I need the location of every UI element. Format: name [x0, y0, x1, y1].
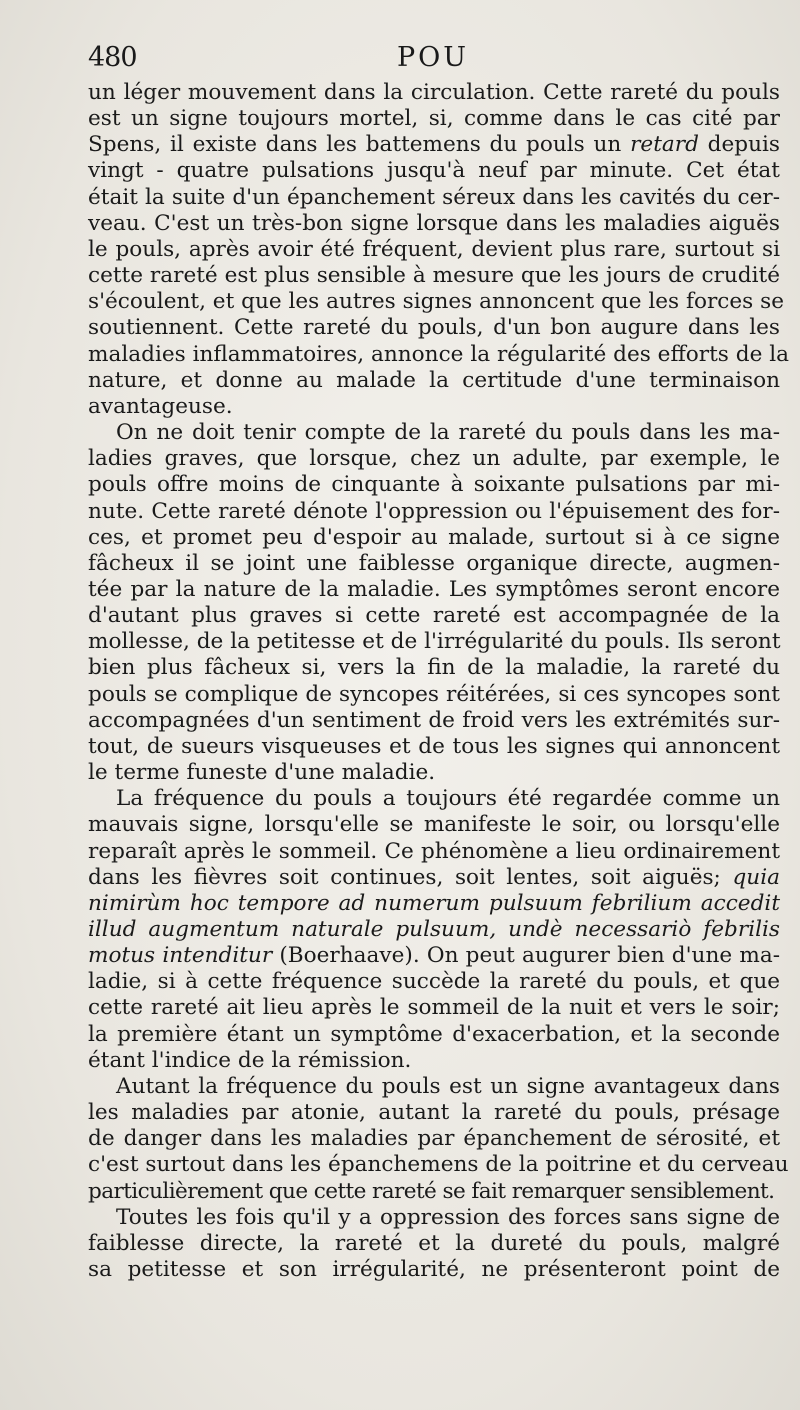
text-line: bien plus fâcheux si, vers la fin de la maladie, la rareté du [88, 655, 780, 681]
latin-quote: illud augmentum naturale pulsuum, undè necessariò febrilis [88, 917, 780, 942]
text-line: tée par la nature de la maladie. Les symptômes seront encore [88, 576, 780, 602]
text-line [88, 917, 780, 943]
text-line: Spens, il existe dans les battemens du pouls un retard depuis [88, 132, 781, 158]
paragraph [88, 80, 789, 420]
paragraph [88, 1205, 780, 1283]
text-line: Autant la fréquence du pouls est un signe avantageux dans [116, 1073, 780, 1099]
text-line: soutiennent. Cette rareté du pouls, d'un bon augure dans les [88, 315, 780, 341]
text-line: est un signe toujours mortel, si, comme dans le cas cité par [88, 106, 780, 132]
text-line: La fréquence du pouls a toujours été regardée comme un [116, 786, 780, 812]
paragraph [88, 420, 780, 786]
text-line: de danger dans les maladies par épanchement de sérosité, et [88, 1126, 780, 1152]
latin-quote: motus intenditur [88, 943, 273, 969]
text-line: avantageuse. [88, 393, 233, 419]
text-line: le pouls, après avoir été fréquent, devient plus rare, surtout si [88, 236, 780, 262]
text-line: d'autant plus graves si cette rareté est accompagnée de la [88, 603, 780, 629]
text-line: mollesse, de la petitesse et de l'irrégularité du pouls. Ils seront [88, 629, 781, 655]
text-line: maladies inflammatoires, annonce la régularité des efforts de la [88, 341, 789, 367]
text-line [88, 943, 780, 969]
text-line: particulièrement que cette rareté se fait remarquer sensiblement. [88, 1178, 775, 1204]
text-line: le terme funeste d'une maladie. [88, 760, 436, 786]
text-line: fâcheux il se joint une faiblesse organique directe, augmen- [88, 550, 780, 576]
text-line: accompagnées d'un sentiment de froid vers les extrémités sur- [88, 707, 780, 733]
body-text [88, 80, 789, 1283]
text-line: On ne doit tenir compte de la rareté du pouls dans les ma- [116, 420, 780, 446]
text-line: pouls se complique de syncopes réitérées, si ces syncopes sont [88, 681, 780, 707]
text-line: nature, et donne au malade la certitude d'une terminaison [88, 367, 780, 393]
text-line: un léger mouvement dans la circulation. Cette rareté du pouls [88, 80, 780, 105]
text-line: tout, de sueurs visqueuses et de tous les signes qui annoncent [88, 733, 780, 759]
text-line: veau. C'est un très-bon signe lorsque dans les maladies aiguës [88, 210, 780, 236]
text-line: ladie, si à cette fréquence succède la rareté du pouls, et que [88, 969, 780, 995]
running-head: POU [396, 42, 470, 73]
text-line: étant l'indice de la rémission. [88, 1047, 412, 1073]
text-segment: dans les fièvres soit continues, soit lentes, soit aiguës; [88, 864, 721, 890]
italic-term: retard [630, 132, 699, 158]
text-line [88, 891, 780, 917]
text-line: c'est surtout dans les épanchemens de la poitrine et du cerveau [88, 1152, 789, 1178]
latin-quote: quia [732, 864, 780, 890]
text-line: cette rareté ait lieu après le sommeil de la nuit et vers le soir; [88, 995, 780, 1021]
text-line: était la suite d'un épanchement séreux dans les cavités du cer- [88, 184, 780, 210]
text-line: pouls offre moins de cinquante à soixante pulsations par mi- [88, 472, 780, 498]
text-line: reparaît après le sommeil. Ce phénomène a lieu ordinairement [88, 838, 780, 864]
page-number: 480 [88, 42, 137, 73]
text-line: nute. Cette rareté dénote l'oppression ou l'épuisement des for- [88, 498, 780, 524]
text-line: cette rareté est plus sensible à mesure que les jours de crudité [88, 263, 780, 289]
text-line: ces, et promet peu d'espoir au malade, surtout si à ce signe [88, 524, 780, 550]
page-header [88, 42, 778, 82]
text-line: mauvais signe, lorsqu'elle se manifeste le soir, ou lorsqu'elle [88, 812, 780, 838]
text-line: s'écoulent, et que les autres signes annoncent que les forces se [88, 289, 784, 315]
text-line: ladies graves, que lorsque, chez un adulte, par exemple, le [88, 446, 780, 472]
paragraph [88, 1073, 789, 1205]
latin-quote: nimirùm hoc tempore ad numerum pulsuum febrilium accedit [88, 890, 780, 916]
paragraph [88, 786, 780, 1074]
text-line: la première étant un symptôme d'exacerbation, et la seconde [88, 1021, 780, 1047]
text-line: Toutes les fois qu'il y a oppression des forces sans signe de [116, 1204, 780, 1230]
text-line: sa petitesse et son irrégularité, ne présenteront point de [88, 1257, 780, 1283]
text-line: les maladies par atonie, autant la rareté du pouls, présage [88, 1100, 780, 1126]
text-line: faiblesse directe, la rareté et la dureté du pouls, malgré [88, 1230, 780, 1256]
text-line [88, 865, 780, 891]
text-line: vingt - quatre pulsations jusqu'à neuf par minute. Cet état [88, 158, 780, 184]
text-segment: (Boerhaave). On peut augurer bien d'une ma- [279, 943, 780, 969]
